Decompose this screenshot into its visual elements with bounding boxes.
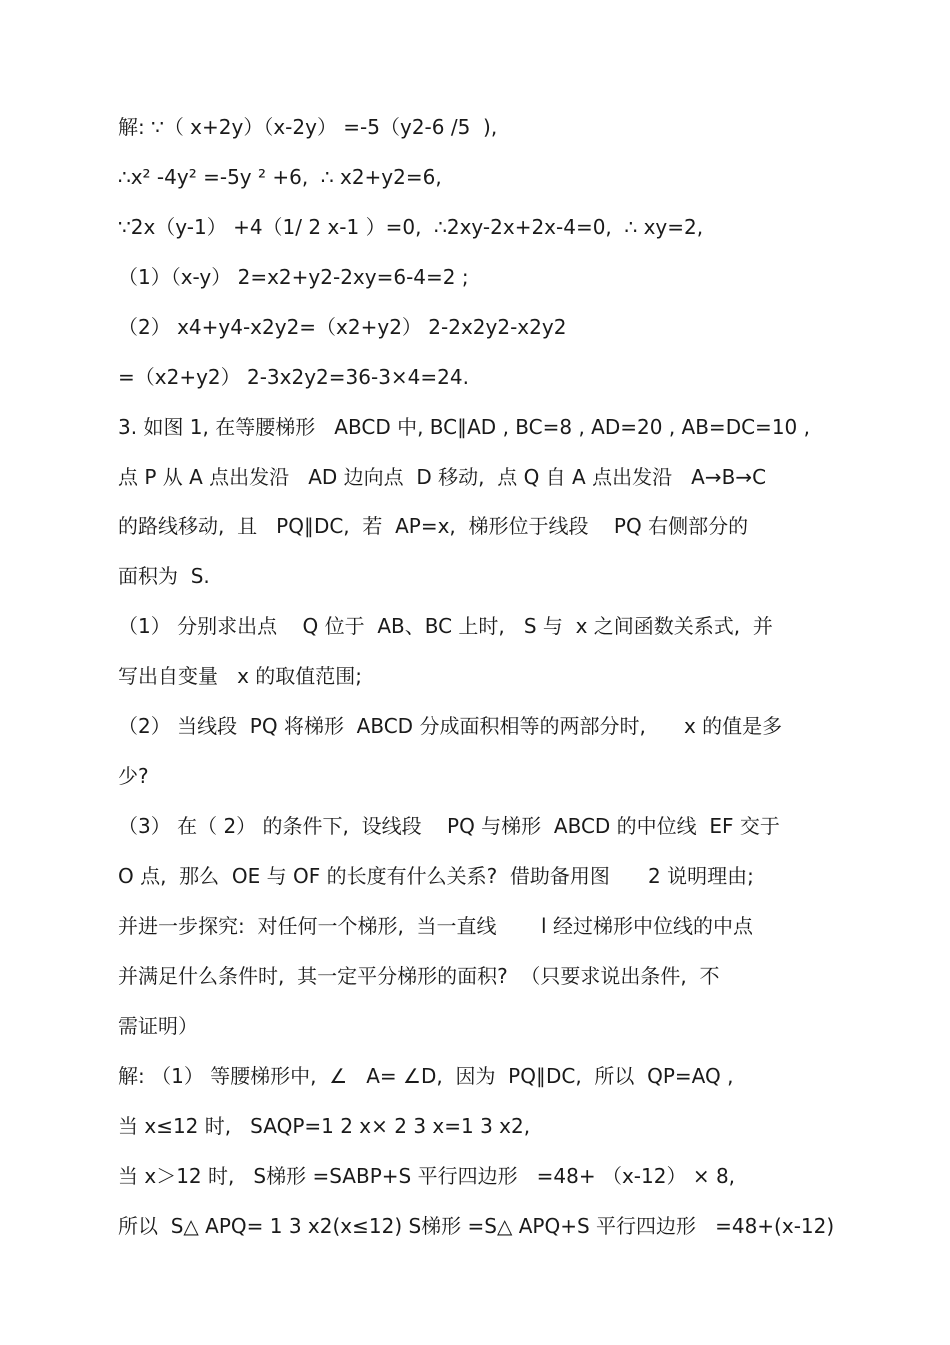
text-line-23: 所以 S△ APQ= 1 3 x2(x≤12) S梯形 =S△ APQ+S 平行四边形 =48+(x-12) <box>118 1214 835 1238</box>
text-line-20: 解: （1） 等腰梯形中, ∠ A= ∠D, 因为 PQ∥DC, 所以 QP=AQ , <box>118 1064 734 1088</box>
text-line-22: 当 x＞12 时, S梯形 =SABP+S 平行四边形 =48+ （x-12） × 8, <box>118 1164 736 1188</box>
text-line-17: 并进一步探究: 对任何一个梯形, 当一直线 l 经过梯形中位线的中点 <box>118 914 753 938</box>
text-line-16: O 点, 那么 OE 与 OF 的长度有什么关系? 借助备用图 2 说明理由; <box>118 864 754 888</box>
text-line-7: 3. 如图 1, 在等腰梯形 ABCD 中, BC∥AD , BC=8 , AD=20 , AB=DC=10 , <box>118 415 810 439</box>
text-line-2: ∴x² -4y² =-5y ² +6, ∴ x2+y2=6, <box>118 165 442 189</box>
text-line-14: 少? <box>118 764 149 788</box>
text-line-15: （3） 在（ 2） 的条件下, 设线段 PQ 与梯形 ABCD 的中位线 EF 交于 <box>118 814 780 838</box>
text-line-1: 解: ∵（ x+2y）（x-2y） =-5（y2-6 /5 ), <box>118 115 498 139</box>
text-line-19: 需证明） <box>118 1014 198 1038</box>
text-line-18: 并满足什么条件时, 其一定平分梯形的面积? （只要求说出条件, 不 <box>118 964 720 988</box>
text-line-10: 面积为 S. <box>118 564 210 588</box>
text-line-4: （1）（x-y） 2=x2+y2-2xy=6-4=2 ; <box>118 265 469 289</box>
text-line-21: 当 x≤12 时, SAQP=1 2 x× 2 3 x=1 3 x2, <box>118 1114 531 1138</box>
text-line-12: 写出自变量 x 的取值范围; <box>118 664 363 688</box>
text-line-5: （2） x4+y4-x2y2=（x2+y2） 2-2x2y2-x2y2 <box>118 315 567 339</box>
text-line-8: 点 P 从 A 点出发沿 AD 边向点 D 移动, 点 Q 自 A 点出发沿 A→B→C <box>118 465 767 489</box>
text-line-3: ∵2x（y-1） +4（1/ 2 x-1 ）=0, ∴2xy-2x+2x-4=0, ∴ xy=2, <box>118 215 704 239</box>
text-line-13: （2） 当线段 PQ 将梯形 ABCD 分成面积相等的两部分时, x 的值是多 <box>118 714 783 738</box>
text-line-11: （1） 分别求出点 Q 位于 AB、BC 上时, S 与 x 之间函数关系式, 并 <box>118 614 773 638</box>
text-line-9: 的路线移动, 且 PQ∥DC, 若 AP=x, 梯形位于线段 PQ 右侧部分的 <box>118 514 749 538</box>
text-line-6: =（x2+y2） 2-3x2y2=36-3×4=24. <box>118 365 469 389</box>
